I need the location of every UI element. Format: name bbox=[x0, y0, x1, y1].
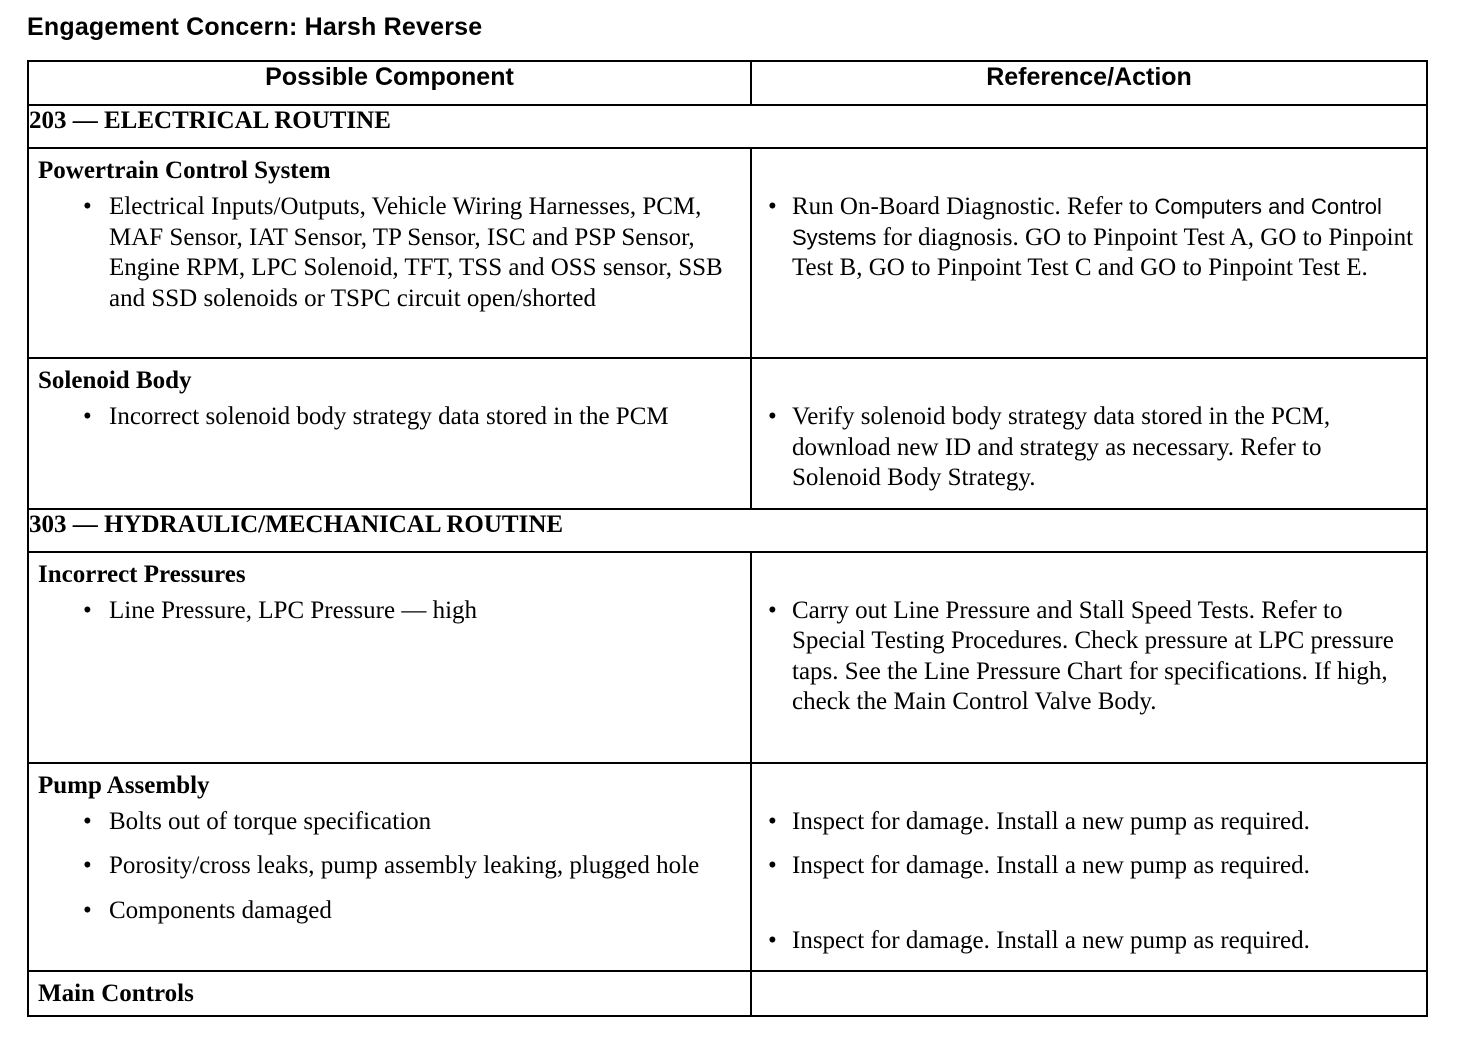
component-cell bbox=[28, 148, 751, 358]
header-reference-action: Reference/Action bbox=[751, 61, 1427, 105]
cause-list bbox=[29, 801, 750, 927]
component-name: Incorrect Pressures bbox=[38, 560, 246, 588]
action-cell bbox=[751, 148, 1427, 358]
action-item: • Verify solenoid body strategy data stored in the PCM, download new ID and strategy as necessary. Refer to Solenoid Body Strategy. bbox=[765, 402, 1416, 494]
action-item: • Inspect for damage. Install a new pump as required. bbox=[765, 926, 1416, 957]
component-cell bbox=[28, 358, 751, 509]
reference-link: Computers and Control Systems bbox=[792, 194, 1382, 250]
routine-row bbox=[28, 509, 1427, 552]
cause-item: • Components damaged bbox=[79, 896, 728, 927]
cause-list bbox=[29, 186, 750, 314]
header-possible-component: Possible Component bbox=[28, 61, 751, 105]
component-cell bbox=[28, 763, 751, 972]
cause-item: • Incorrect solenoid body strategy data stored in the PCM bbox=[79, 402, 728, 433]
component-row bbox=[28, 971, 1427, 1016]
action-item: • Carry out Line Pressure and Stall Speed Tests. Refer to Special Testing Procedures. Check pressure at LPC pressure taps. See the Line Pressure Chart for specifications. If high, check the Main Control Valve Body. bbox=[765, 596, 1416, 718]
action-cell bbox=[751, 971, 1427, 1016]
component-name: Pump Assembly bbox=[38, 771, 210, 799]
action-item: • Run On-Board Diagnostic. Refer to Computers and Control Systems for diagnosis. GO to Pinpoint Test A, GO to Pinpoint Test B, GO to Pinpoint Test C and GO to Pinpoint Test E. bbox=[765, 192, 1416, 284]
component-row bbox=[28, 552, 1427, 763]
action-list bbox=[752, 186, 1426, 284]
component-row bbox=[28, 763, 1427, 972]
component-row bbox=[28, 358, 1427, 509]
action-list bbox=[752, 396, 1426, 494]
routine-heading: 303 — HYDRAULIC/MECHANICAL ROUTINE bbox=[28, 509, 1427, 552]
component-name: Solenoid Body bbox=[38, 367, 192, 394]
component-name: Main Controls bbox=[38, 980, 194, 1007]
cause-list bbox=[29, 590, 750, 627]
action-cell bbox=[751, 358, 1427, 509]
routine-row bbox=[28, 105, 1427, 148]
cause-item: • Porosity/cross leaks, pump assembly leaking, plugged hole bbox=[79, 851, 728, 882]
action-cell bbox=[751, 552, 1427, 763]
component-row bbox=[28, 148, 1427, 358]
cause-list bbox=[29, 396, 750, 433]
cause-item: • Line Pressure, LPC Pressure — high bbox=[79, 596, 728, 627]
action-list bbox=[752, 590, 1426, 718]
action-cell bbox=[751, 763, 1427, 972]
action-item: • Inspect for damage. Install a new pump as required. bbox=[765, 851, 1416, 882]
component-cell bbox=[28, 552, 751, 763]
component-cell bbox=[28, 971, 751, 1016]
page-title: Engagement Concern: Harsh Reverse bbox=[27, 13, 483, 41]
header-row bbox=[28, 61, 1427, 105]
action-list bbox=[752, 801, 1426, 957]
routine-heading: 203 — ELECTRICAL ROUTINE bbox=[28, 105, 1427, 148]
component-name: Powertrain Control System bbox=[38, 157, 331, 184]
action-item: • Inspect for damage. Install a new pump as required. bbox=[765, 807, 1416, 838]
cause-item: • Bolts out of torque specification bbox=[79, 807, 728, 838]
diagnosis-table bbox=[27, 60, 1428, 1017]
cause-item: • Electrical Inputs/Outputs, Vehicle Wiring Harnesses, PCM, MAF Sensor, IAT Sensor, TP Sensor, ISC and PSP Sensor, Engine RPM, LPC Solenoid, TFT, TSS and OSS sensor, SSB and SSD solenoids or TSPC circuit open/shorted bbox=[79, 192, 728, 314]
